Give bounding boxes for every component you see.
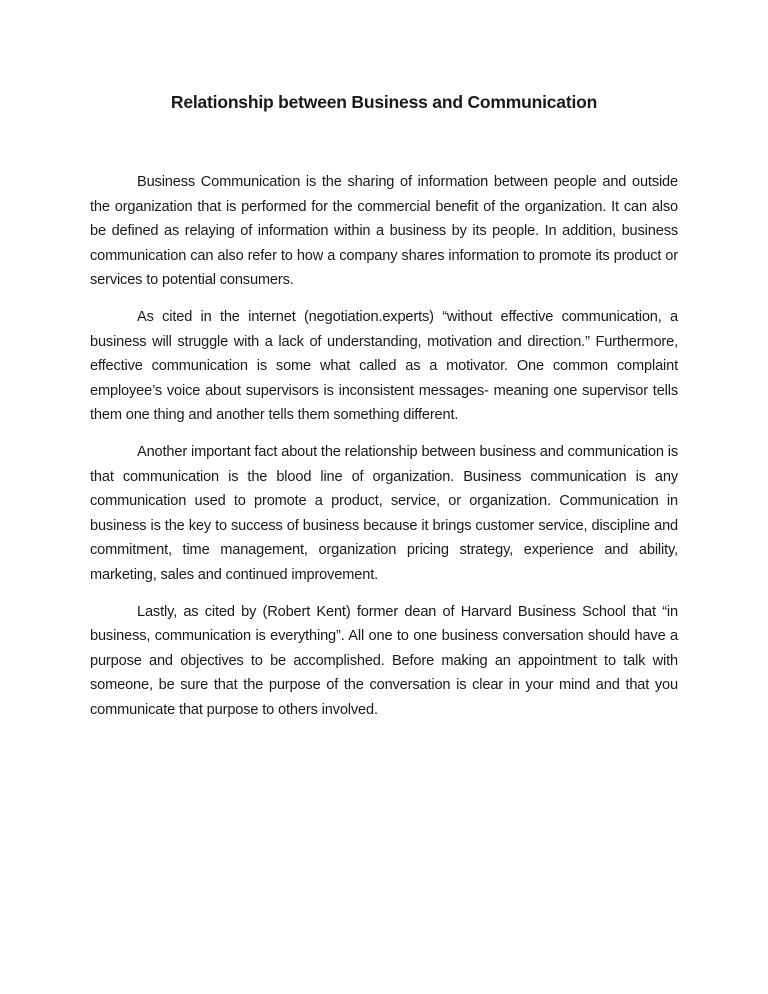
- paragraph-1: Business Communication is the sharing of information between people and outside the organization that is performed for the commercial benefit of the organization. It can also be defined as relaying of information within a business by its people. In addition, business communication can also refer to how a company shares information to promote its product or services to potential consumers.: [90, 174, 678, 289]
- paragraph-3: Another important fact about the relationship between business and communication is that communication is the blood line of organization. Business communication is any communication used to promote a product, service, or organization. Communication in business is the key to success of business because it brings customer service, discipline and commitment, time management, organization pricing strategy, experience and ability, marketing, sales and continued improvement.: [90, 443, 678, 583]
- document-title: Relationship between Business and Communication: [170, 92, 598, 112]
- paragraph-4: Lastly, as cited by (Robert Kent) former dean of Harvard Business School that “in business, communication is everything”. All one to one business conversation should have a purpose and objectives to be accomplished. Before making an appointment to talk with someone, be sure that the purpose of the conversation is clear in your mind and that you communicate that purpose to others involved.: [90, 603, 678, 718]
- document-body: [90, 170, 678, 734]
- paragraph-2: As cited in the internet (negotiation.experts) “without effective communication, a business will struggle with a lack of understanding, motivation and direction.” Furthermore, effective communication is some what called as a motivator. One common complaint employee’s voice about supervisors is inconsistent messages- meaning one supervisor tells them one thing and another tells them something different.: [90, 308, 678, 424]
